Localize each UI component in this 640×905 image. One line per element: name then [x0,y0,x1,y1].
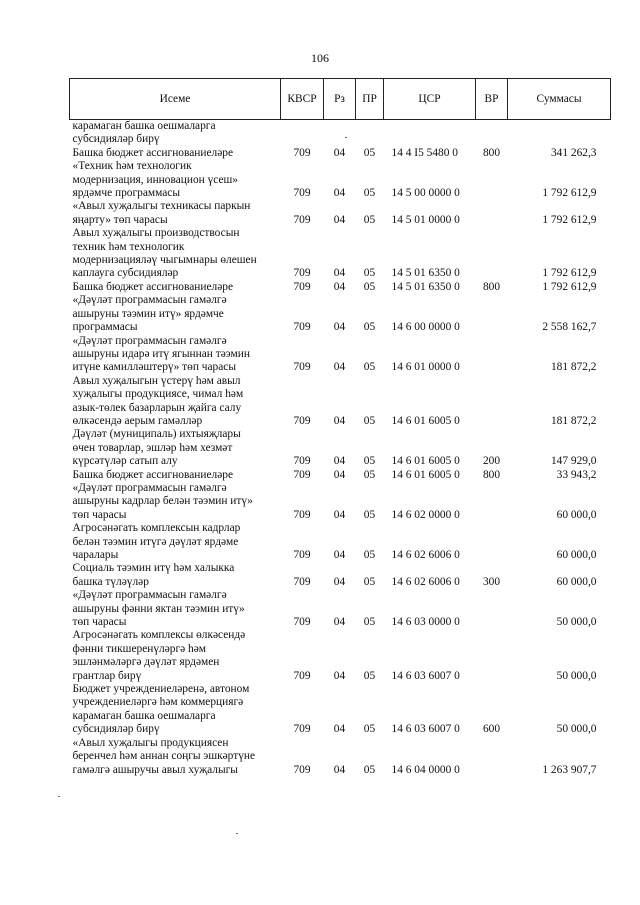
name-line: азык-төлек базарларын җайга салу [72,401,242,414]
cell-vr [476,227,508,281]
cell-pr: 05 [363,468,376,481]
cell-rz: 04 [333,669,346,682]
cell-name [70,629,281,683]
cell-kvsr: 709 [293,267,311,280]
cell-kvsr: 709 [293,361,311,374]
name-line: «Дәүләт программасын гамәлгә [72,481,227,494]
cell-rz: 04 [333,146,346,159]
cell-sum: 1 263 907,7 [542,763,597,776]
header-csr: ЦСР [384,79,476,120]
cell-kvsr: 709 [293,508,311,521]
table-row [70,147,611,160]
cell-csr: 14 6 03 6007 0 [391,723,460,736]
table-row [70,482,611,522]
header-kvsr: КВСР [281,79,324,120]
cell-rz: 04 [333,280,346,293]
cell-name [70,200,281,227]
name-line: фәнни тикшеренүләргә һәм [72,642,207,655]
name-line: «Дәүләт программасын гамәлгә [72,589,227,602]
name-line: хуҗалыгы продукциясе, чимал һәм [72,388,244,401]
cell-vr [476,589,508,629]
cell-rz: 04 [333,575,346,588]
name-line: карамаган башка оешмаларга [72,120,216,132]
cell-csr: 14 6 02 0000 0 [391,508,460,521]
name-line: техник һәм технологик [72,240,185,253]
header-pr: ПР [356,79,384,120]
table-row [70,562,611,589]
cell-csr: 14 5 01 6350 0 [391,280,460,293]
cell-name [70,589,281,629]
name-line: беренчел һәм аннан соңгы эшкәртүне [72,750,256,763]
name-line: Дәүләт (муниципаль) ихтыяҗлары [72,428,241,441]
cell-kvsr: 709 [293,280,311,293]
cell-pr: 05 [363,763,376,776]
cell-name [70,335,281,375]
cell-rz: 04 [333,549,346,561]
header-rz: Рз [324,79,356,120]
table-row [70,160,611,200]
cell-csr: 14 6 02 6006 0 [391,549,460,561]
name-line: ашыруны тәэмин итү» ярдәмче [72,307,224,320]
cell-sum: 1 792 612,9 [542,187,597,200]
cell-pr: 05 [363,508,376,521]
cell-name [70,562,281,589]
cell-kvsr [281,120,324,147]
cell-name [70,375,281,429]
cell-csr: 14 6 04 0000 0 [391,763,460,776]
cell-rz: 04 [333,616,346,629]
name-line: Авыл хуҗалыгын үстерү һәм авыл [72,374,241,387]
name-line: ашыруны кадрлар белән тәэмин итү» [72,495,253,508]
table-row [70,589,611,629]
name-line: Башка бюджет ассигнованиеләре [72,468,234,481]
cell-pr: 05 [363,549,376,561]
name-line: ашыруны фәнни яктан тәэмин итү» [72,602,245,615]
cell-name [70,737,281,777]
cell-rz: 04 [333,187,346,200]
cell-pr: 05 [363,669,376,682]
cell-kvsr: 709 [293,549,311,561]
cell-kvsr: 709 [293,321,311,334]
name-line: программасы [72,321,138,334]
cell-kvsr: 709 [293,723,311,736]
cell-vr [476,200,508,227]
cell-sum: 1 792 612,9 [542,280,597,293]
cell-pr [356,120,384,147]
cell-name [70,469,281,482]
cell-name [70,160,281,200]
name-line: күрсәтүләр сатып алу [72,455,178,468]
cell-sum: 50 000,0 [556,723,597,736]
name-line: «Авыл хуҗалыгы техникасы паркын [72,200,251,213]
name-line: гамәлгә ашыручы авыл хуҗалыгы [72,763,238,776]
cell-pr: 05 [363,455,376,468]
table-row [70,522,611,562]
cell-sum: 341 262,3 [550,146,597,159]
cell-pr: 05 [363,616,376,629]
budget-table [69,78,611,777]
cell-csr: 14 6 01 0000 0 [391,361,460,374]
cell-kvsr: 709 [293,763,311,776]
cell-name [70,683,281,737]
cell-kvsr: 709 [293,669,311,682]
cell-pr: 05 [363,361,376,374]
cell-vr [476,375,508,429]
header-vr: ВР [476,79,508,120]
cell-csr: 14 4 I5 5480 0 [391,146,458,159]
cell-rz: 04 [333,213,346,226]
table-header [70,79,611,120]
cell-sum: 181 872,2 [550,414,597,427]
table-row [70,294,611,334]
cell-rz: 04 [333,508,346,521]
cell-rz: 04 [333,763,346,776]
cell-name [70,147,281,160]
cell-vr [476,629,508,683]
scan-speck [345,137,347,138]
cell-kvsr: 709 [293,414,311,427]
cell-kvsr: 709 [293,146,311,159]
cell-csr: 14 5 00 0000 0 [391,187,460,200]
table-row [70,737,611,777]
name-line: ярдәмче программасы [72,187,180,200]
table-row [70,375,611,429]
cell-kvsr: 709 [293,468,311,481]
cell-pr: 05 [363,213,376,226]
cell-pr: 05 [363,321,376,334]
table-row [70,683,611,737]
name-line: Авыл хуҗалыгы производствосын [72,227,240,240]
cell-csr: 14 6 02 6006 0 [391,575,460,588]
cell-name [70,482,281,522]
cell-rz [324,120,356,147]
cell-pr: 05 [363,414,376,427]
cell-vr: 800 [482,468,501,481]
name-line: Бюджет учреждениеләренә, автоном [72,683,250,696]
table-row [70,120,611,147]
cell-csr: 14 6 01 6005 0 [391,414,460,427]
cell-name [70,281,281,294]
cell-kvsr: 709 [293,616,311,629]
table-row [70,227,611,281]
name-line: субсидияләр бирү [72,133,160,146]
cell-sum: 1 792 612,9 [542,267,597,280]
cell-rz: 04 [333,414,346,427]
cell-vr [476,522,508,562]
cell-rz: 04 [333,361,346,374]
name-line: итүне камилләштерү» төп чарасы [72,361,237,374]
header-sum: Суммасы [508,79,611,120]
cell-csr: 14 5 01 0000 0 [391,213,460,226]
cell-rz: 04 [333,321,346,334]
name-line: чаралары [72,549,119,561]
name-line: Социаль тәэмин итү һәм халыкка [72,562,235,575]
cell-pr: 05 [363,280,376,293]
cell-sum: 147 929,0 [550,455,597,468]
cell-pr: 05 [363,723,376,736]
name-line: «Техник һәм технологик [72,160,192,173]
name-line: карамаган башка оешмаларга [72,709,216,722]
cell-csr: 14 6 00 0000 0 [391,321,460,334]
cell-name [70,294,281,334]
cell-kvsr: 709 [293,213,311,226]
name-line: төп чарасы [72,616,127,629]
cell-rz: 04 [333,267,346,280]
cell-rz: 04 [333,455,346,468]
table-row [70,281,611,294]
name-line: учреждениеләргә һәм коммерциягә [72,696,244,709]
cell-pr: 05 [363,146,376,159]
name-line: өчен товарлар, эшләр һәм хезмәт [72,441,233,454]
scan-speck [58,796,60,797]
name-line: Агросәнәгать комплексы өлкәсендә [72,629,246,642]
name-line: «Авыл хуҗалыгы продукциясен [72,736,229,749]
header-name: Исеме [70,79,281,120]
name-line: Башка бюджет ассигнованиеләре [72,146,234,159]
name-line: Агросәнәгать комплексын кадрлар [72,522,241,535]
cell-vr: 800 [482,146,501,159]
page-number: 106 [311,51,329,65]
cell-sum: 60 000,0 [556,549,597,561]
cell-csr [384,120,476,147]
cell-sum: 60 000,0 [556,508,597,521]
cell-sum: 181 872,2 [550,361,597,374]
cell-name [70,227,281,281]
cell-sum [508,120,611,147]
cell-pr: 05 [363,267,376,280]
cell-csr: 14 6 01 6005 0 [391,468,460,481]
name-line: модернизация, инновацион үсеш» [72,173,239,186]
table-row [70,469,611,482]
scan-speck [236,833,238,834]
cell-vr [476,294,508,334]
cell-vr [476,737,508,777]
name-line: эшләнмәләргә дәүләт ярдәмен [72,656,220,669]
cell-kvsr: 709 [293,455,311,468]
table-row [70,428,611,468]
cell-kvsr: 709 [293,187,311,200]
cell-vr: 600 [482,723,501,736]
cell-csr: 14 6 03 0000 0 [391,616,460,629]
cell-sum: 2 558 162,7 [542,321,597,334]
cell-vr [476,160,508,200]
cell-kvsr: 709 [293,575,311,588]
cell-sum: 1 792 612,9 [542,213,597,226]
cell-name [70,428,281,468]
cell-csr: 14 5 01 6350 0 [391,267,460,280]
cell-vr: 200 [482,455,501,468]
name-line: өлкәсендә аерым гамәлләр [72,414,203,427]
cell-vr [476,482,508,522]
cell-name [70,120,281,147]
name-line: Башка бюджет ассигнованиеләре [72,280,234,293]
cell-vr [476,120,508,147]
cell-vr: 300 [482,575,501,588]
name-line: модернизацияләү чыгымнары өлешен [72,254,257,267]
cell-vr: 800 [482,280,501,293]
cell-csr: 14 6 01 6005 0 [391,455,460,468]
cell-sum: 50 000,0 [556,616,597,629]
cell-csr: 14 6 03 6007 0 [391,669,460,682]
name-line: ашыруны идарә итү ягыннан тәэмин [72,347,250,360]
name-line: каплауга субсидияләр [72,267,179,280]
table-body [70,120,611,777]
name-line: «Дәүләт программасын гамәлгә [72,334,227,347]
cell-pr: 05 [363,187,376,200]
cell-sum: 50 000,0 [556,669,597,682]
table-row [70,335,611,375]
name-line: грантлар бирү [72,669,142,682]
cell-rz: 04 [333,723,346,736]
cell-vr [476,335,508,375]
cell-sum: 33 943,2 [556,468,597,481]
cell-name [70,522,281,562]
name-line: яңарту» төп чарасы [72,213,168,226]
cell-sum: 60 000,0 [556,575,597,588]
name-line: башка түләүләр [72,575,149,588]
table-row [70,200,611,227]
cell-pr: 05 [363,575,376,588]
name-line: төп чарасы [72,508,127,521]
name-line: «Дәүләт программасын гамәлгә [72,294,227,307]
table-row [70,629,611,683]
cell-rz: 04 [333,468,346,481]
name-line: белән тәэмин итүгә дәүләт ярдәме [72,535,239,548]
name-line: субсидияләр бирү [72,723,160,736]
